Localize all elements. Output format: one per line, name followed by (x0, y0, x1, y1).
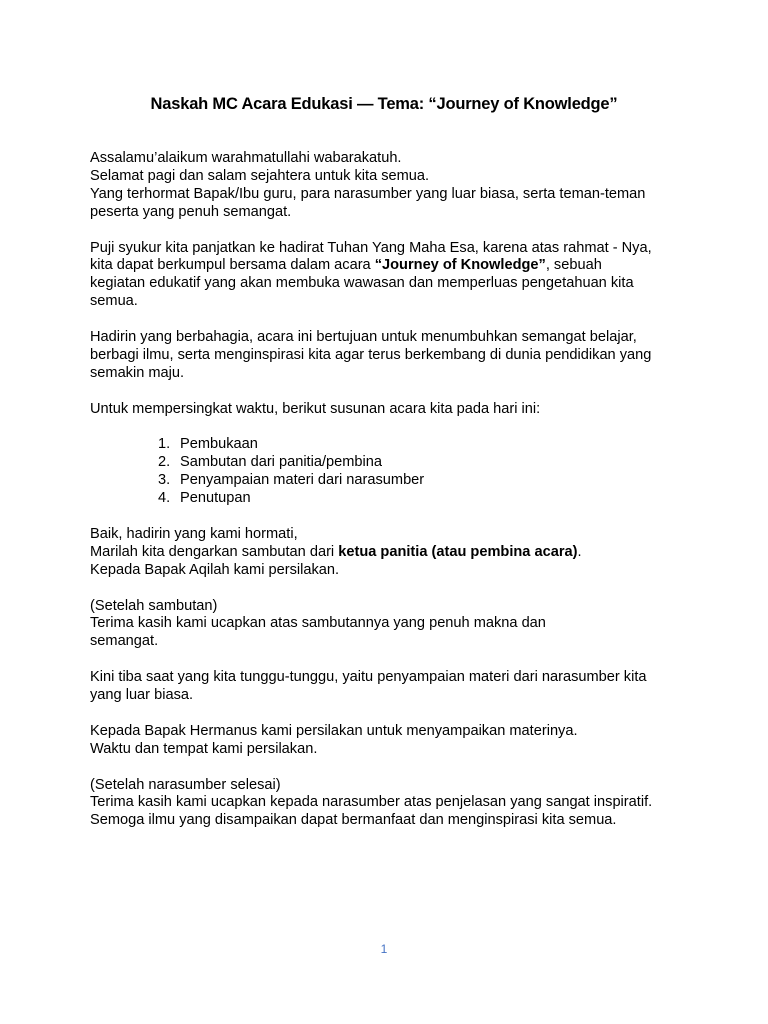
speaker-intro-paragraph (90, 669, 690, 705)
closing-line: (Setelah narasumber selesai) (90, 776, 281, 793)
welcome-line (90, 544, 690, 562)
gratitude-line (90, 257, 690, 275)
agenda-number: 1. (158, 436, 171, 453)
agenda-text: Penyampaian materi dari narasumber (180, 472, 425, 489)
agenda-item (90, 490, 690, 508)
greeting-line: Assalamu’alaikum warahmatullahi wabarakatuh. (90, 150, 402, 166)
committee-chair: ketua panitia (atau pembina acara) (338, 543, 578, 560)
gratitude-line: Puji syukur kita panjatkan ke hadirat Tuhan Yang Maha Esa, karena atas rahmat - Nya, (90, 239, 652, 256)
greeting-paragraph (90, 150, 690, 222)
agenda-item (90, 472, 690, 490)
document-title: Naskah MC Acara Edukasi — Tema: “Journey of Knowledge” (150, 95, 618, 113)
gratitude-text: kita dapat berkumpul bersama dalam acara (90, 257, 375, 274)
closing-paragraph (90, 777, 690, 831)
after-speech-line: Terima kasih kami ucapkan atas sambutannya yang penuh makna dan (90, 615, 546, 632)
welcome-line: Baik, hadirin yang kami hormati, (90, 525, 298, 542)
closing-line: Terima kasih kami ucapkan kepada narasumber atas penjelasan yang sangat inspiratif. (90, 794, 653, 811)
agenda-number: 4. (158, 490, 171, 507)
agenda-list (90, 436, 690, 508)
agenda-number: 2. (158, 454, 171, 471)
welcome-speech-paragraph (90, 526, 690, 580)
after-speech-paragraph (90, 598, 690, 652)
speaker-intro-line: Kini tiba saat yang kita tunggu-tunggu, yaitu penyampaian materi dari narasumber kita (90, 669, 647, 686)
gratitude-line: semua. (90, 293, 138, 310)
speaker-invite-line: Kepada Bapak Hermanus kami persilakan untuk menyampaikan materinya. (90, 722, 578, 739)
agenda-text: Pembukaan (180, 436, 258, 453)
greeting-line: Selamat pagi dan salam sejahtera untuk kita semua. (90, 167, 430, 184)
after-speech-line: semangat. (90, 633, 159, 650)
agenda-number: 3. (158, 472, 171, 489)
closing-line: Semoga ilmu yang disampaikan dapat bermanfaat dan menginspirasi kita semua. (90, 812, 617, 829)
agenda-text: Sambutan dari panitia/pembina (180, 454, 383, 471)
purpose-line: Hadirin yang berbahagia, acara ini bertujuan untuk menumbuhkan semangat belajar, (90, 329, 637, 346)
agenda-item (90, 454, 690, 472)
agenda-item (90, 436, 690, 454)
purpose-line: semakin maju. (90, 364, 185, 381)
speaker-invite-line: Waktu dan tempat kami persilakan. (90, 740, 318, 757)
gratitude-line: kegiatan edukatif yang akan membuka wawasan dan memperluas pengetahuan kita (90, 275, 634, 292)
welcome-text: . (577, 543, 582, 560)
document-body (90, 150, 690, 848)
after-speech-line: (Setelah sambutan) (90, 597, 218, 614)
agenda-text: Penutupan (180, 490, 251, 507)
speaker-intro-line: yang luar biasa. (90, 687, 194, 704)
greeting-line: Yang terhormat Bapak/Ibu guru, para narasumber yang luar biasa, serta teman-teman (90, 185, 646, 202)
gratitude-paragraph (90, 240, 690, 312)
agenda-intro: Untuk mempersingkat waktu, berikut susunan acara kita pada hari ini: (90, 400, 541, 417)
speaker-invite-paragraph (90, 723, 690, 759)
gratitude-text: , sebuah (545, 257, 602, 274)
greeting-line: peserta yang penuh semangat. (90, 203, 292, 220)
event-name: “Journey of Knowledge” (374, 257, 546, 274)
welcome-text: Marilah kita dengarkan sambutan dari (90, 543, 339, 560)
purpose-line: berbagi ilmu, serta menginspirasi kita agar terus berkembang di dunia pendidikan yang (90, 346, 652, 363)
page-number: 1 (380, 942, 388, 956)
welcome-line: Kepada Bapak Aqilah kami persilakan. (90, 561, 340, 578)
purpose-paragraph (90, 329, 690, 383)
